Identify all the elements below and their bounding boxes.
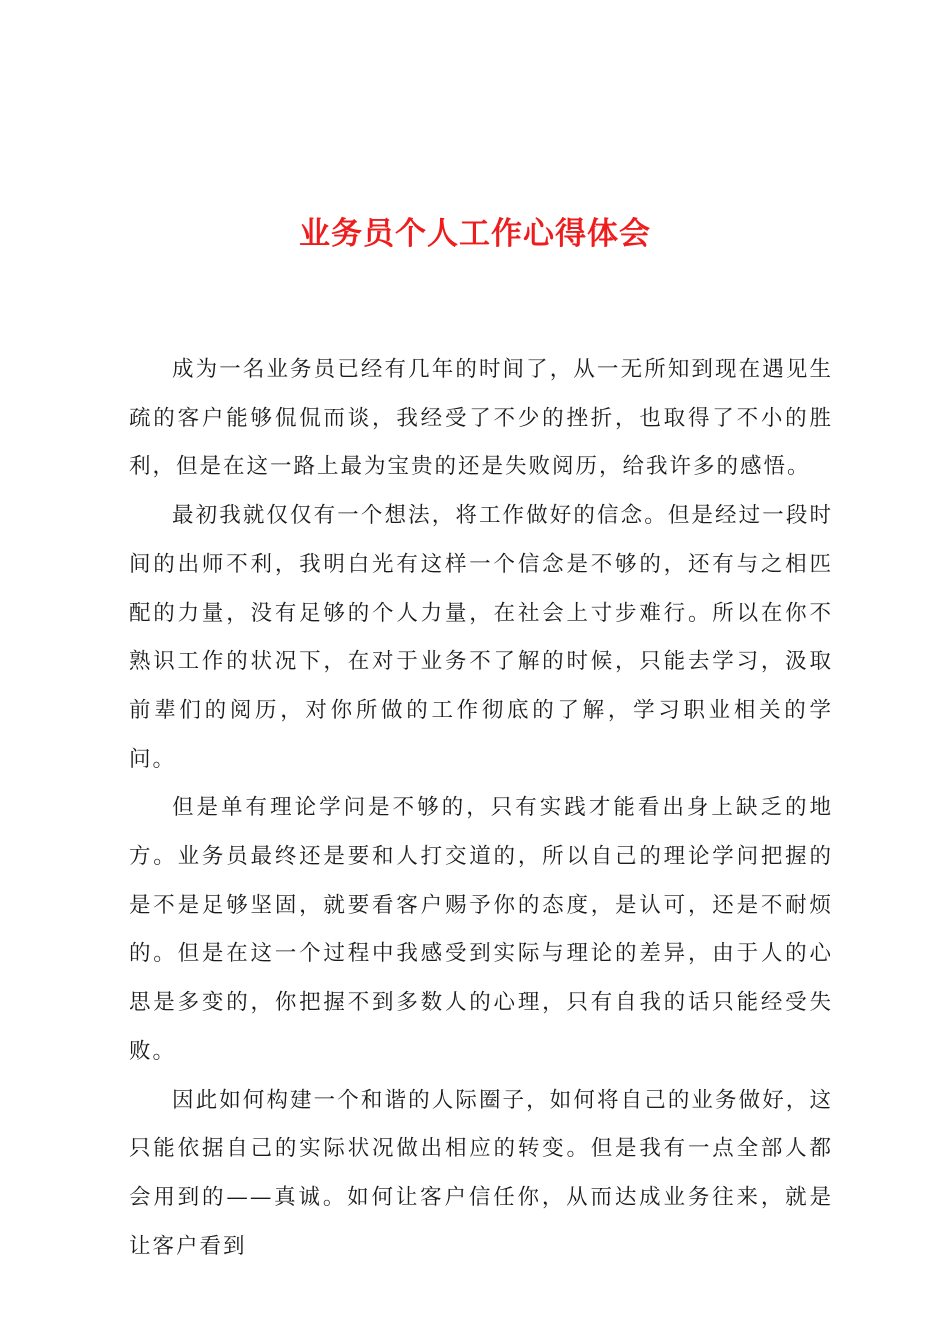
document-body: [129, 346, 833, 1271]
paragraph: 最初我就仅仅有一个想法，将工作做好的信念。但是经过一段时间的出师不利，我明白光有这样一个信念是不够的，还有与之相匹配的力量，没有足够的个人力量，在社会上寸步难行。所以在你不熟识工作的状况下，在对于业务不了解的时候，只能去学习，汲取前辈们的阅历，对你所做的工作彻底的了解，学习职业相关的学问。: [129, 503, 833, 772]
page-title: 业务员个人工作心得体会: [299, 216, 651, 252]
paragraph: 因此如何构建一个和谐的人际圈子，如何将自己的业务做好，这只能依据自己的实际状况做出相应的转变。但是我有一点全部人都会用到的——真诚。如何让客户信任你，从而达成业务往来，就是让客户看到: [129, 1087, 833, 1259]
paragraph: 成为一名业务员已经有几年的时间了，从一无所知到现在遇见生疏的客户能够侃侃而谈，我经受了不少的挫折，也取得了不小的胜利，但是在这一路上最为宝贵的还是失败阅历，给我许多的感悟。: [129, 357, 833, 480]
paragraph: 但是单有理论学问是不够的，只有实践才能看出身上缺乏的地方。业务员最终还是要和人打交道的，所以自己的理论学问把握的是不是足够坚固，就要看客户赐予你的态度，是认可，还是不耐烦的。但是在这一个过程中我感受到实际与理论的差异，由于人的心思是多变的，你把握不到多数人的心理，只有自我的话只能经受失败。: [129, 795, 833, 1064]
